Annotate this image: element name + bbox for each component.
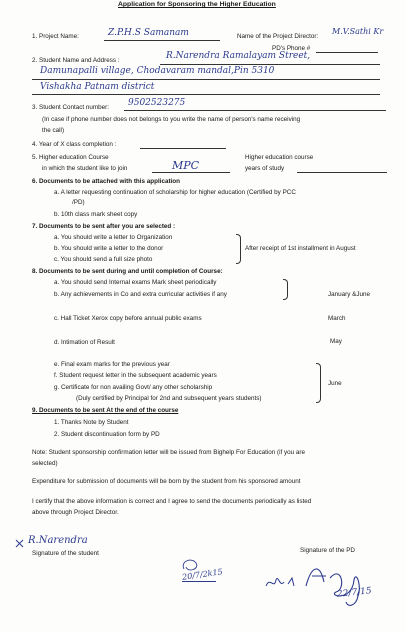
project-name-value: Z.P.H.S Samanam xyxy=(108,28,189,38)
contact-value: 9502523275 xyxy=(128,98,186,108)
student-value-2: Damunapalli village, Chodavaram mandal,Pin 5310 xyxy=(40,66,275,76)
section7-heading: 7. Documents to be sent after you are selected : xyxy=(32,223,176,230)
student-signature: R.Narendra xyxy=(28,535,88,546)
page-title: Application for Sponsoring the Higher Education xyxy=(118,1,276,8)
project-name-line xyxy=(104,40,220,41)
section9-item-1: 1. Thanks Note by Student xyxy=(54,419,129,426)
director-value: M.V.Sathi Kr xyxy=(332,27,384,36)
certify-line-1: I certify that the above information is correct and I agree to send the documents periodically as listed xyxy=(32,498,312,505)
section7-c: c. You should send a full size photo xyxy=(54,256,153,263)
student-line-3 xyxy=(32,94,380,95)
expenditure-note: Expenditure for submission of documents will be born by the student from his sponsored amount xyxy=(32,478,301,485)
section8-g: g. Certificate for non availing Govt/ any other scholarship xyxy=(54,384,213,391)
contact-line xyxy=(124,110,386,111)
course-label-2: in which the student like to join xyxy=(42,165,128,172)
course-line xyxy=(152,172,230,173)
student-value-3: Vishakha Patnam district xyxy=(40,82,155,92)
section8-ab-when: January &June xyxy=(328,291,371,298)
date-2: 22/7/15 xyxy=(336,586,373,600)
section8-efg-brace xyxy=(316,363,321,403)
date-1: 20/7/2k15 xyxy=(181,567,224,582)
student-line-1 xyxy=(160,64,380,65)
section6-a-2: /PD) xyxy=(72,199,85,206)
section6-a-1: a. A letter requesting continuation of scholarship for higher education (Certified by PCC xyxy=(54,189,296,196)
section8-f: f. Student request letter in the subsequent academic years xyxy=(54,372,217,379)
section6-heading: 6. Documents to be attached with this application xyxy=(32,178,180,185)
section8-d-when: May xyxy=(330,338,342,345)
year-x-line xyxy=(140,148,226,149)
section7-b: b. You should write a letter to the donor xyxy=(54,245,164,252)
contact-note-1: (In case if phone number does not belongs to you write the name of person's name receiving xyxy=(42,116,301,123)
student-value-1: R.Narendra Ramalayam Street, xyxy=(166,51,311,61)
certify-line-2: above through Project Director. xyxy=(32,509,119,516)
note-line-1: Note: Student sponsorship confirmation letter will be issued from Bighelp For Education (if you are xyxy=(32,449,306,456)
course-label-1: 5. Higher education Course xyxy=(32,154,109,161)
section8-g-note: (Duly certified by Principal for 2nd and subsequent years students) xyxy=(76,395,262,402)
student-label: 2. Student Name and Address : xyxy=(32,57,120,64)
section8-e: e. Final exam marks for the previous year xyxy=(54,361,170,368)
section7-note: After receipt of 1st installment in August xyxy=(245,245,356,252)
year-x-label: 4. Year of X class completion : xyxy=(32,141,117,148)
years-line xyxy=(297,172,387,173)
pd-phone-line xyxy=(316,52,378,53)
section9-heading: 9. Documents to be sent At the end of the course xyxy=(32,407,179,414)
section8-c-when: March xyxy=(328,315,346,322)
director-label: Name of the Project Director: xyxy=(237,33,319,40)
date-1-underline xyxy=(182,581,216,582)
section8-c: c. Hall Ticket Xerox copy before annual public exams xyxy=(54,315,202,322)
pd-signature-label: Signature of the PD xyxy=(300,547,355,554)
section8-b: b. Any achievements in Co and extra curricular activities if any xyxy=(54,291,227,298)
contact-note-2: the call) xyxy=(42,127,65,134)
student-signature-label: Signature of the student xyxy=(32,550,99,557)
years-label-1: Higher education course xyxy=(245,154,314,161)
section8-ab-brace xyxy=(283,279,288,300)
project-name-label: 1. Project Name: xyxy=(32,33,79,40)
section8-heading: 8. Documents to be sent during and until completion of Course: xyxy=(32,268,223,275)
section7-brace xyxy=(236,234,241,264)
pd-phone-label: PD's Phone # xyxy=(272,45,311,52)
section8-a: a. You should send Internal exams Mark sheet periodically xyxy=(54,279,217,286)
section9-item-2: 2. Student discontinuation form by PD xyxy=(54,431,160,438)
student-line-2 xyxy=(32,79,380,80)
section6-b: b. 10th class mark sheet copy xyxy=(54,211,138,218)
years-label-2: years of study xyxy=(245,165,285,172)
section8-efg-when: June xyxy=(328,380,342,387)
section8-d: d. Intimation of Result xyxy=(54,339,115,346)
course-value: MPC xyxy=(172,159,200,172)
contact-label: 3. Student Contact number: xyxy=(32,104,110,111)
note-line-2: selected) xyxy=(32,460,58,467)
section7-a: a. You should write a letter to Organization xyxy=(54,234,173,241)
